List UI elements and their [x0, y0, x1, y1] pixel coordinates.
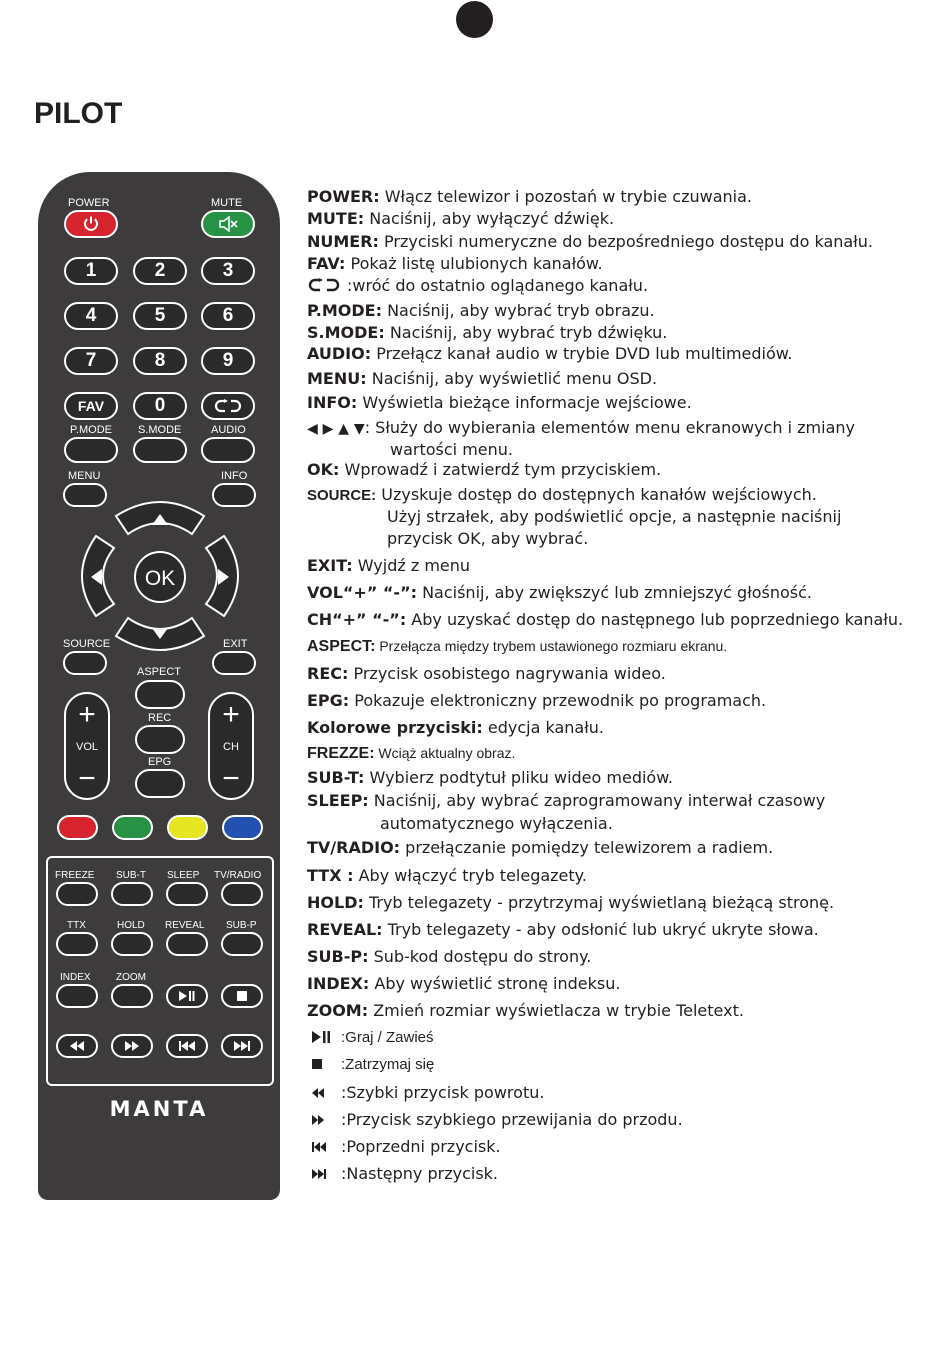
desc-fav: FAV: Pokaż listę ulubionych kanałów.	[307, 254, 603, 273]
desc-sleep-cont: automatycznego wyłączenia.	[380, 814, 613, 833]
stop-button[interactable]	[221, 984, 263, 1008]
desc-ok: OK: Wprowadź i zatwierdź tym przyciskiem.	[307, 460, 662, 479]
green-button[interactable]	[112, 815, 153, 840]
hold-label: HOLD	[117, 920, 145, 931]
fast-forward-icon	[307, 1114, 341, 1126]
desc-source-cont2: przycisk OK, aby wybrać.	[387, 529, 589, 548]
red-button[interactable]	[57, 815, 98, 840]
desc-tvradio: TV/RADIO: przełączanie pomiędzy telewizorem a radiem.	[307, 838, 774, 857]
power-button[interactable]	[64, 210, 118, 238]
key-7[interactable]: 7	[64, 347, 118, 375]
power-label: POWER	[68, 197, 110, 209]
desc-previous: :Poprzedni przycisk.	[307, 1137, 501, 1156]
source-label: SOURCE	[63, 638, 111, 650]
key-5[interactable]: 5	[133, 302, 187, 330]
navigation-pad	[76, 496, 244, 656]
mute-icon	[218, 216, 238, 232]
desc-info: INFO: Wyświetla bieżące informacje wejściowe.	[307, 393, 692, 412]
rewind-button[interactable]	[56, 1034, 98, 1058]
tvradio-label: TV/RADIO	[214, 870, 262, 881]
desc-frezze: FREZZE: Wciąż aktualny obraz.	[307, 745, 516, 762]
key-1[interactable]: 1	[64, 257, 118, 285]
smode-label: S.MODE	[138, 424, 182, 436]
desc-vol: VOL“+” “-”: Naciśnij, aby zwiększyć lub zmniejszyć głośność.	[307, 583, 813, 602]
next-icon	[234, 1041, 250, 1051]
sleep-label: SLEEP	[167, 870, 200, 881]
desc-source-cont1: Użyj strzałek, aby podświetlić opcje, a następnie naciśnij	[387, 507, 842, 526]
desc-fast-forward: :Przycisk szybkiego przewijania do przodu.	[307, 1110, 683, 1129]
page-title: PILOT	[34, 97, 123, 130]
index-button[interactable]	[56, 984, 98, 1008]
freeze-button[interactable]	[56, 882, 98, 906]
pmode-button[interactable]	[64, 437, 118, 463]
desc-arrows-cont: wartości menu.	[390, 440, 513, 459]
desc-color-buttons: Kolorowe przyciski: edycja kanału.	[307, 718, 604, 737]
page-number-marker	[456, 1, 493, 38]
desc-next: :Następny przycisk.	[307, 1164, 498, 1183]
channel-rocker[interactable]	[208, 692, 254, 800]
smode-button[interactable]	[133, 437, 187, 463]
previous-button[interactable]	[166, 1034, 208, 1058]
desc-index: INDEX: Aby wyświetlić stronę indeksu.	[307, 974, 621, 993]
desc-aspect: ASPECT: Przełącza między trybem ustawionego rozmiaru ekranu.	[307, 638, 728, 655]
ttx-label: TTX	[67, 920, 86, 931]
mute-label: MUTE	[211, 197, 243, 209]
rec-button[interactable]	[135, 725, 185, 754]
rewind-icon	[307, 1087, 341, 1099]
desc-power: POWER: Włącz telewizor i pozostań w trybie czuwania.	[307, 187, 752, 206]
subt-label: SUB-T	[116, 870, 146, 881]
index-label: INDEX	[60, 972, 91, 983]
reveal-label: REVEAL	[165, 920, 205, 931]
ch-label: CH	[223, 741, 239, 753]
play-pause-button[interactable]	[166, 984, 208, 1008]
desc-sleep: SLEEP: Naciśnij, aby wybrać zaprogramowany interwał czasowy	[307, 791, 826, 810]
sleep-button[interactable]	[166, 882, 208, 906]
info-label: INFO	[221, 470, 248, 482]
desc-subt: SUB-T: Wybierz podtytuł pliku wideo mediów.	[307, 768, 673, 787]
freeze-label: FREEZE	[55, 870, 95, 881]
brand-logo: MANTA	[109, 1097, 209, 1121]
desc-recall: :wróć do ostatnio oglądanego kanału.	[307, 276, 648, 295]
key-2[interactable]: 2	[133, 257, 187, 285]
rewind-icon	[70, 1041, 84, 1051]
desc-menu: MENU: Naciśnij, aby wyświetlić menu OSD.	[307, 369, 658, 388]
volume-rocker[interactable]	[64, 692, 110, 800]
yellow-button[interactable]	[167, 815, 208, 840]
audio-label: AUDIO	[211, 424, 246, 436]
desc-play: :Graj / Zawieś	[307, 1029, 434, 1046]
desc-hold: HOLD: Tryb telegazety - przytrzymaj wyświetlaną bieżącą stronę.	[307, 893, 835, 912]
key-0[interactable]: 0	[133, 392, 187, 420]
exit-label: EXIT	[223, 638, 248, 650]
desc-audio: AUDIO: Przełącz kanał audio w trybie DVD lub multimediów.	[307, 344, 793, 363]
subp-label: SUB-P	[226, 920, 257, 931]
desc-stop: :Zatrzymaj się	[307, 1056, 434, 1073]
desc-ttx: TTX : Aby włączyć tryb telegazety.	[307, 866, 587, 885]
desc-rec: REC: Przycisk osobistego nagrywania wideo.	[307, 664, 666, 683]
desc-arrows: ◀ ▶ ▲ ▼: Służy do wybierania elementów menu ekranowych i zmiany	[307, 418, 855, 437]
desc-source: SOURCE: Uzyskuje dostęp do dostępnych kanałów wejściowych.	[307, 485, 817, 504]
ttx-button[interactable]	[56, 932, 98, 956]
stop-icon	[237, 991, 247, 1001]
power-icon	[82, 215, 100, 233]
zoom-button[interactable]	[111, 984, 153, 1008]
channel-up-icon[interactable]: +	[222, 698, 240, 731]
desc-mute: MUTE: Naciśnij, aby wyłączyć dźwięk.	[307, 209, 615, 228]
tvradio-button[interactable]	[221, 882, 263, 906]
subt-button[interactable]	[111, 882, 153, 906]
next-icon	[307, 1168, 341, 1180]
key-6[interactable]: 6	[201, 302, 255, 330]
recall-icon	[307, 278, 341, 292]
source-button[interactable]	[63, 651, 107, 675]
play-pause-icon	[307, 1031, 341, 1043]
epg-button[interactable]	[135, 769, 185, 798]
zoom-label: ZOOM	[116, 972, 146, 983]
subp-button[interactable]	[221, 932, 263, 956]
desc-epg: EPG: Pokazuje elektroniczny przewodnik po programach.	[307, 691, 767, 710]
pmode-label: P.MODE	[70, 424, 112, 436]
menu-label: MENU	[68, 470, 101, 482]
desc-pmode: P.MODE: Naciśnij, aby wybrać tryb obrazu.	[307, 301, 655, 320]
desc-numer: NUMER: Przyciski numeryczne do bezpośredniego dostępu do kanału.	[307, 232, 873, 251]
audio-button[interactable]	[201, 437, 255, 463]
blue-button[interactable]	[222, 815, 263, 840]
key-4[interactable]: 4	[64, 302, 118, 330]
next-button[interactable]	[221, 1034, 263, 1058]
stop-icon	[307, 1058, 341, 1070]
recall-icon	[215, 399, 241, 413]
epg-label: EPG	[148, 756, 172, 768]
remote-control-illustration	[38, 172, 280, 1200]
desc-subp: SUB-P: Sub-kod dostępu do strony.	[307, 947, 592, 966]
reveal-button[interactable]	[166, 932, 208, 956]
fast-forward-icon	[125, 1041, 139, 1051]
desc-ch: CH“+” “-”: Aby uzyskać dostęp do następnego lub poprzedniego kanału.	[307, 610, 904, 629]
mute-button[interactable]	[201, 210, 255, 238]
previous-icon	[307, 1141, 341, 1153]
exit-button[interactable]	[212, 651, 256, 675]
aspect-button[interactable]	[135, 680, 185, 709]
play-pause-icon	[179, 991, 195, 1001]
volume-up-icon[interactable]: +	[78, 698, 96, 731]
recall-button[interactable]	[201, 392, 255, 420]
previous-icon	[179, 1041, 195, 1051]
desc-exit: EXIT: Wyjdź z menu	[307, 556, 471, 575]
key-3[interactable]: 3	[201, 257, 255, 285]
desc-smode: S.MODE: Naciśnij, aby wybrać tryb dźwięku.	[307, 323, 668, 342]
desc-zoom: ZOOM: Zmień rozmiar wyświetlacza w trybie Teletext.	[307, 1001, 744, 1020]
ok-label: OK	[144, 567, 176, 590]
hold-button[interactable]	[111, 932, 153, 956]
key-9[interactable]: 9	[201, 347, 255, 375]
vol-label: VOL	[75, 741, 98, 753]
desc-rewind: :Szybki przycisk powrotu.	[307, 1083, 544, 1102]
key-8[interactable]: 8	[133, 347, 187, 375]
desc-reveal: REVEAL: Tryb telegazety - aby odsłonić lub ukryć ukryte słowa.	[307, 920, 819, 939]
rec-label: REC	[148, 712, 172, 724]
channel-down-icon[interactable]: −	[222, 762, 240, 795]
volume-down-icon[interactable]: −	[78, 762, 96, 795]
teletext-media-panel	[46, 856, 274, 1086]
aspect-label: ASPECT	[137, 666, 182, 678]
fav-button[interactable]: FAV	[64, 392, 118, 420]
fast-forward-button[interactable]	[111, 1034, 153, 1058]
